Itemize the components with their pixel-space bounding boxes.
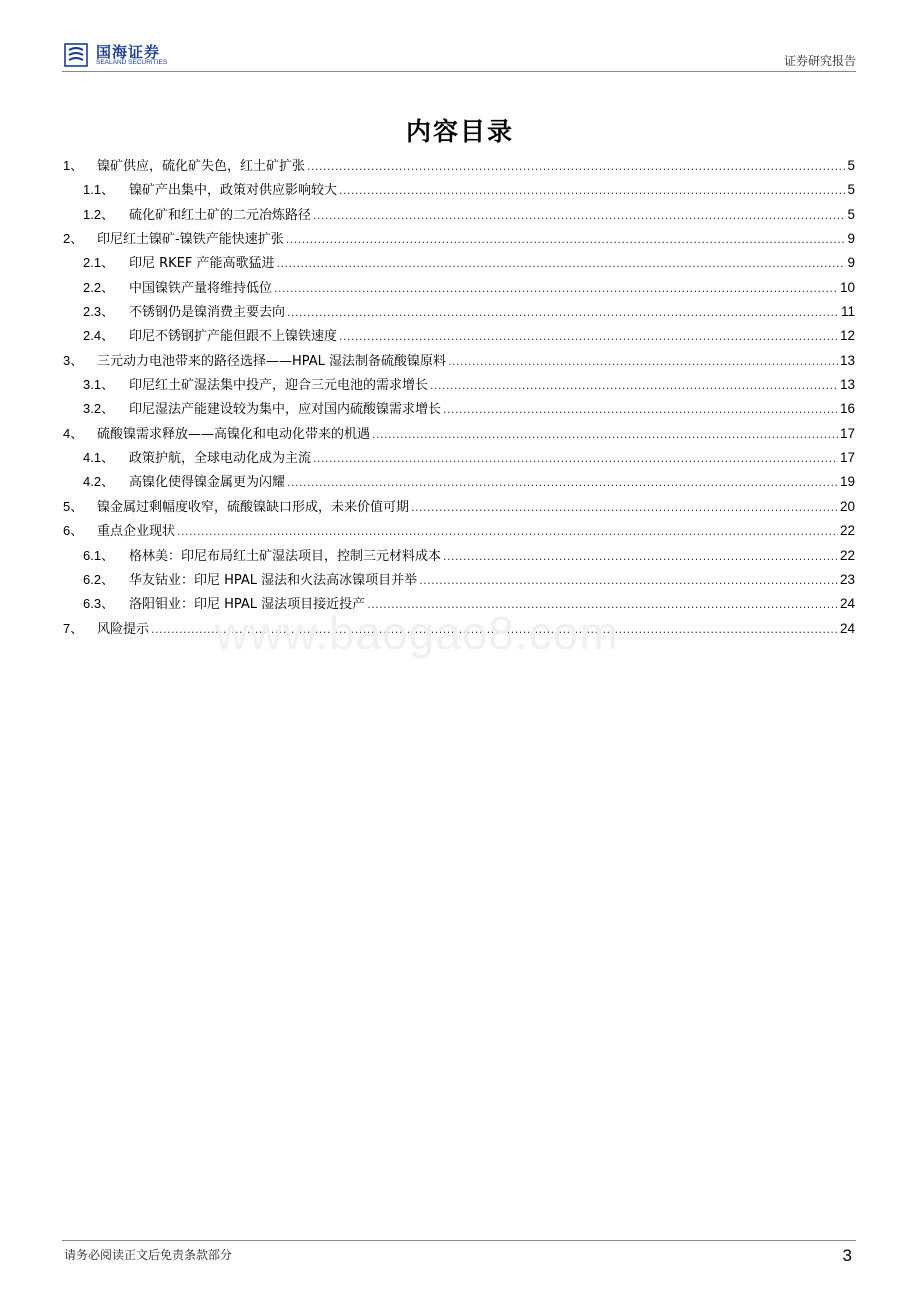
toc-title: 内容目录 xyxy=(405,117,514,146)
toc-entry[interactable] xyxy=(63,569,855,593)
toc-entry[interactable] xyxy=(63,447,855,471)
toc-entry-title: 印尼红土镍矿-镍铁产能快速扩张 xyxy=(97,232,284,248)
toc-entry-page: 23 xyxy=(839,571,855,587)
toc-entry-page: 12 xyxy=(839,328,855,344)
logo-english-name: SEALAND SECURITIES xyxy=(96,59,168,66)
toc-dot-leader xyxy=(313,209,845,222)
watermark: www.baogao8.com xyxy=(215,607,619,659)
toc-entry-title: 印尼湿法产能建设较为集中，应对国内硫酸镍需求增长 xyxy=(129,402,442,418)
toc-dot-leader xyxy=(411,501,838,514)
toc-entry-title: 印尼 RKEF 产能高歌猛进 xyxy=(129,256,275,272)
toc-entry-number: 4.2、 xyxy=(83,474,115,490)
toc-entry-page: 22 xyxy=(839,523,855,539)
toc-dot-leader xyxy=(307,160,845,173)
page-header xyxy=(62,40,856,70)
toc-entry[interactable] xyxy=(63,179,855,203)
toc-entry-number: 2.4、 xyxy=(83,328,115,344)
toc-entry-number: 6.3、 xyxy=(83,596,115,612)
toc-entry-title: 硫酸镍需求释放——高镍化和电动化带来的机遇 xyxy=(97,426,371,442)
toc-entry-number: 3、 xyxy=(63,352,84,368)
sealand-logo-icon xyxy=(64,43,88,67)
toc-entry-number: 3.1、 xyxy=(83,377,115,393)
footer-divider xyxy=(62,1240,856,1241)
toc-entry[interactable] xyxy=(63,496,855,520)
toc-entry-title: 镍矿供应，硫化矿失色，红土矿扩张 xyxy=(97,159,306,174)
toc-entry-title: 不锈钢仍是镍消费主要去向 xyxy=(129,305,286,321)
toc-entry-title: 重点企业现状 xyxy=(97,524,176,540)
toc-entry[interactable] xyxy=(63,325,855,349)
toc-entry-page: 22 xyxy=(839,547,855,563)
toc-entry-number: 1.2、 xyxy=(83,206,115,222)
toc-entry-number: 1、 xyxy=(63,158,84,173)
report-type-label: 证券研究报告 xyxy=(783,54,856,68)
toc-entry[interactable] xyxy=(63,350,855,374)
toc-entry-page: 5 xyxy=(847,182,855,198)
toc-entry[interactable] xyxy=(63,228,855,252)
toc-entry[interactable] xyxy=(63,545,855,569)
toc-dot-leader xyxy=(287,476,838,489)
toc-entry-page: 16 xyxy=(839,401,855,417)
toc-entry-number: 5、 xyxy=(63,498,84,514)
toc-entry-title: 高镍化使得镍金属更为闪耀 xyxy=(129,475,286,491)
page-number: 3 xyxy=(842,1246,852,1265)
toc-entry-number: 2、 xyxy=(63,231,84,247)
toc-entry[interactable] xyxy=(63,301,855,325)
toc-entry-number: 4、 xyxy=(63,425,84,441)
toc-entry-title: 镍矿产出集中，政策对供应影响较大 xyxy=(129,183,338,199)
toc-entry-title: 政策护航，全球电动化成为主流 xyxy=(129,451,312,467)
toc-entry[interactable] xyxy=(63,155,855,179)
disclaimer-note: 请务必阅读正文后免责条款部分 xyxy=(64,1248,233,1262)
toc-entry-page: 11 xyxy=(840,304,855,320)
toc-entry-page: 13 xyxy=(839,377,855,393)
table-of-contents xyxy=(63,155,855,642)
toc-entry-title: 印尼红土矿湿法集中投产，迎合三元电池的需求增长 xyxy=(129,378,429,394)
toc-entry-number: 7、 xyxy=(63,620,84,636)
toc-dot-leader xyxy=(372,428,838,441)
toc-dot-leader xyxy=(277,257,846,270)
toc-entry-page: 10 xyxy=(839,279,855,295)
toc-entry[interactable] xyxy=(63,471,855,495)
toc-entry-page: 9 xyxy=(847,231,855,247)
toc-dot-leader xyxy=(286,233,846,246)
toc-entry-title: 三元动力电池带来的路径选择——HPAL 湿法制备硫酸镍原料 xyxy=(97,353,447,369)
toc-entry-number: 6、 xyxy=(63,523,84,539)
toc-entry-number: 3.2、 xyxy=(83,401,115,417)
toc-entry-page: 9 xyxy=(847,255,855,271)
toc-entry-page: 20 xyxy=(839,498,855,514)
toc-dot-leader xyxy=(443,403,838,416)
toc-entry-page: 19 xyxy=(839,474,855,490)
toc-dot-leader xyxy=(313,452,838,465)
toc-entry-page: 5 xyxy=(847,206,855,222)
toc-dot-leader xyxy=(443,550,838,563)
toc-entry-number: 1.1、 xyxy=(83,182,115,198)
toc-entry-number: 4.1、 xyxy=(83,450,115,466)
toc-entry-title: 硫化矿和红土矿的二元冶炼路径 xyxy=(129,207,312,223)
toc-entry[interactable] xyxy=(63,520,855,544)
toc-entry-title: 华友钴业：印尼 HPAL 湿法和火法高冰镍项目并举 xyxy=(129,572,418,588)
toc-entry-page: 5 xyxy=(847,158,855,173)
toc-dot-leader xyxy=(287,306,839,319)
toc-dot-leader xyxy=(274,282,838,295)
toc-entry-title: 中国镍铁产量将维持低位 xyxy=(129,280,273,296)
toc-entry[interactable] xyxy=(63,252,855,276)
toc-entry-number: 2.1、 xyxy=(83,255,115,271)
toc-entry-number: 6.1、 xyxy=(83,547,115,563)
toc-dot-leader xyxy=(419,574,838,587)
toc-entry-page: 17 xyxy=(839,450,855,466)
toc-entry-page: 24 xyxy=(839,596,855,612)
header-divider xyxy=(62,71,856,72)
toc-dot-leader xyxy=(339,330,838,343)
toc-entry-page: 13 xyxy=(839,352,855,368)
toc-entry[interactable] xyxy=(63,204,855,228)
toc-entry-title: 洛阳钼业：印尼 HPAL 湿法项目接近投产 xyxy=(129,597,366,613)
toc-dot-leader xyxy=(177,525,838,538)
toc-entry-title: 格林美：印尼布局红土矿湿法项目，控制三元材料成本 xyxy=(129,548,442,564)
toc-entry[interactable] xyxy=(63,398,855,422)
toc-dot-leader xyxy=(339,184,845,197)
toc-dot-leader xyxy=(448,355,838,368)
toc-entry-page: 17 xyxy=(839,425,855,441)
toc-dot-leader xyxy=(430,379,838,392)
toc-entry[interactable] xyxy=(63,374,855,398)
toc-entry-title: 印尼不锈钢扩产能但跟不上镍铁速度 xyxy=(129,329,338,345)
toc-entry-number: 2.2、 xyxy=(83,279,115,295)
toc-entry-number: 6.2、 xyxy=(83,571,115,587)
logo-chinese-name: 国海证券 xyxy=(96,43,161,61)
toc-entry-number: 2.3、 xyxy=(83,304,115,320)
toc-entry[interactable] xyxy=(63,277,855,301)
toc-entry-title: 风险提示 xyxy=(97,621,150,637)
toc-entry-page: 24 xyxy=(839,620,855,636)
toc-entry-title: 镍金属过剩幅度收窄，硫酸镍缺口形成，未来价值可期 xyxy=(97,499,410,515)
toc-entry[interactable] xyxy=(63,423,855,447)
